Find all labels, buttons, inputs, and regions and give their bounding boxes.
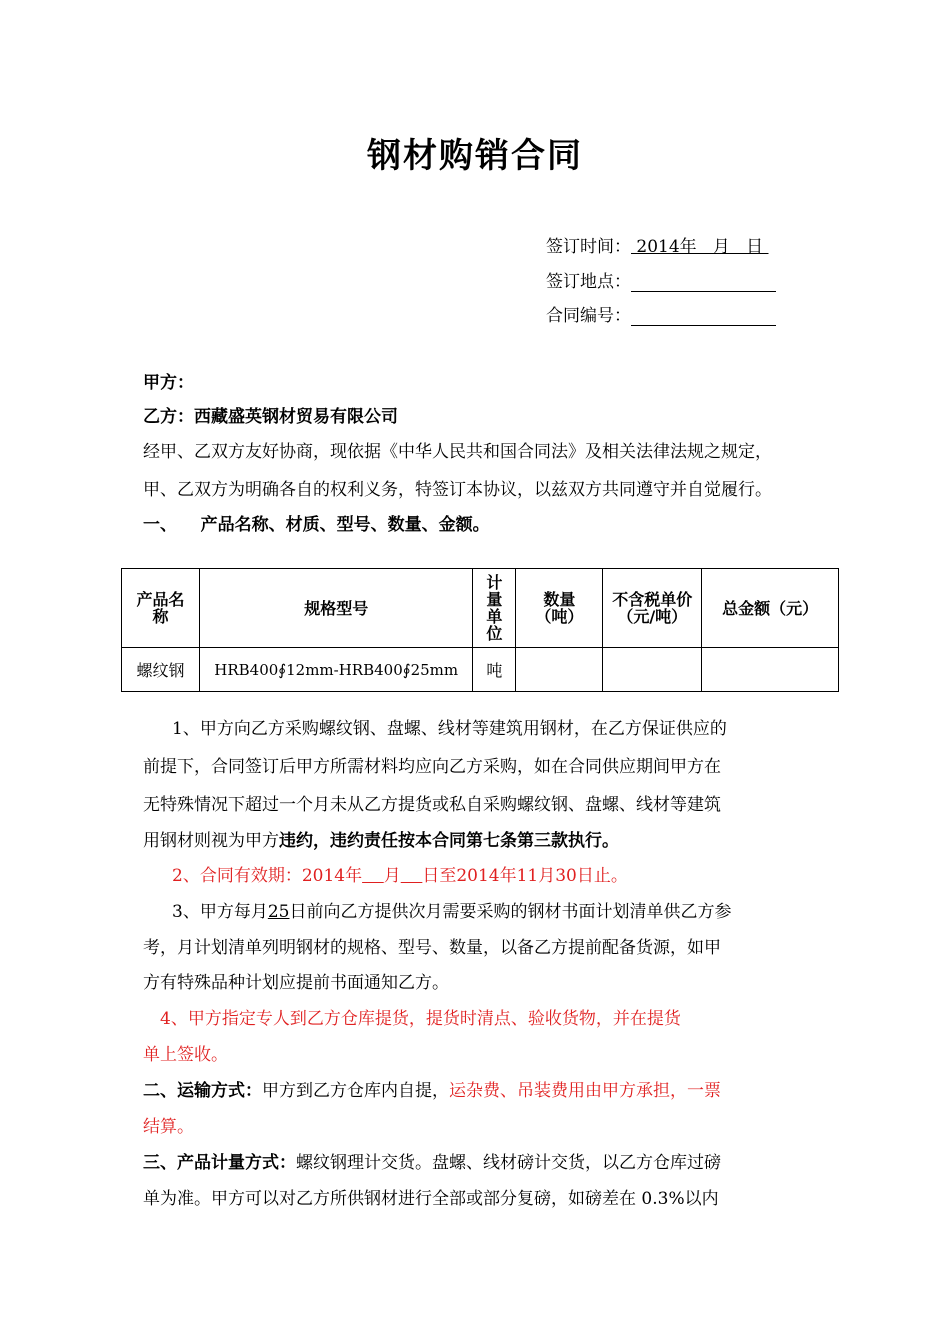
contract-no-label: 合同编号： — [546, 306, 631, 326]
clause-2 — [172, 865, 628, 887]
sign-time-label: 签订时间： — [546, 237, 631, 257]
header-total: 总金额（元） — [702, 569, 839, 648]
sign-place-row — [546, 267, 776, 292]
clause-4-line-2: 单上签收。 — [143, 1045, 228, 1065]
clause-3-line-1 — [172, 901, 731, 923]
cell-product-name: 螺纹钢 — [122, 648, 200, 692]
contract-no-blank — [631, 307, 776, 326]
clause-1-line-2: 前提下，合同签订后甲方所需材料均应向乙方采购，如在合同供应期间甲方在 — [143, 757, 721, 777]
clause-1-line-4-a: 用钢材则视为甲方 — [143, 831, 279, 851]
section-2-text-a: 甲方到乙方仓库内自提， — [262, 1081, 449, 1101]
header-spec: 规格型号 — [199, 569, 473, 648]
table-row — [122, 648, 839, 692]
clause-3-b: 日前向乙方提供次月需要采购的钢材书面计划清单供乙方参 — [289, 902, 732, 922]
cell-unit: 吨 — [473, 648, 516, 692]
section-2-line-1 — [143, 1080, 721, 1102]
intro-line-2: 甲、乙双方为明确各自的权利义务，特签订本协议，以兹双方共同遵守并自觉履行。 — [143, 480, 772, 500]
contract-no-row — [546, 301, 776, 326]
clause-1-line-1: 1、甲方向乙方采购螺纹钢、盘螺、线材等建筑用钢材，在乙方保证供应的 — [172, 719, 727, 739]
section-3-heading: 三、产品计量方式： — [143, 1153, 296, 1173]
clause-2-blank-month — [362, 866, 384, 886]
product-table — [121, 568, 839, 692]
party-a: 甲方： — [143, 373, 194, 393]
table-header-row — [122, 569, 839, 648]
intro-line-1: 经甲、乙双方友好协商，现依据《中华人民共和国合同法》及相关法律法规之规定， — [143, 442, 772, 462]
sign-time-value: 2014年 月 日 — [631, 237, 769, 257]
section-3-text: 螺纹钢理计交货。盘螺、线材磅计交货，以乙方仓库过磅 — [296, 1153, 721, 1173]
sign-place-blank — [631, 273, 776, 292]
clause-2-b: 月 — [383, 866, 401, 886]
clause-1-line-3: 无特殊情况下超过一个月未从乙方提货或私自采购螺纹钢、盘螺、线材等建筑 — [143, 795, 721, 815]
header-unit-price: 不含税单价（元/吨） — [603, 569, 702, 648]
section-2-text-b: 运杂费、吊装费用由甲方承担，一票 — [449, 1081, 721, 1101]
sign-place-label: 签订地点： — [546, 272, 631, 292]
clause-2-blank-day — [401, 866, 423, 886]
clause-3-line-3: 方有特殊品种计划应提前书面通知乙方。 — [143, 973, 449, 993]
header-product-name: 产品名称 — [122, 569, 200, 648]
clause-2-a: 2、合同有效期：2014年 — [172, 866, 363, 886]
section-2-heading: 二、运输方式： — [143, 1081, 262, 1101]
header-unit: 计量单位 — [473, 569, 516, 648]
party-b: 乙方：西藏盛英钢材贸易有限公司 — [143, 407, 398, 427]
clause-4-line-1: 4、甲方指定专人到乙方仓库提货，提货时清点、验收货物，并在提货 — [160, 1009, 681, 1029]
cell-quantity — [516, 648, 603, 692]
cell-total — [702, 648, 839, 692]
clause-3-day: 25 — [267, 902, 290, 922]
clause-3-line-2: 考，月计划清单列明钢材的规格、型号、数量，以备乙方提前配备货源，如甲 — [143, 938, 721, 958]
header-quantity: 数量（吨） — [516, 569, 603, 648]
section-2-line-2: 结算。 — [143, 1117, 194, 1137]
section-3-line-2: 单为准。甲方可以对乙方所供钢材进行全部或部分复磅，如磅差在 0.3%以内 — [143, 1189, 719, 1209]
clause-3-a: 3、甲方每月 — [172, 902, 268, 922]
clause-1-breach: 违约，违约责任按本合同第七条第三款执行。 — [279, 831, 619, 851]
cell-unit-price — [603, 648, 702, 692]
document-title: 钢材购销合同 — [367, 136, 583, 176]
sign-time-row — [546, 232, 769, 257]
section-1-heading: 一、 产品名称、材质、型号、数量、金额。 — [143, 515, 490, 535]
section-3-line-1 — [143, 1152, 721, 1174]
cell-spec: HRB400∮12mm-HRB400∮25mm — [199, 648, 473, 692]
clause-1-line-4 — [143, 830, 619, 852]
clause-2-c: 日至2014年11月30日止。 — [422, 866, 628, 886]
